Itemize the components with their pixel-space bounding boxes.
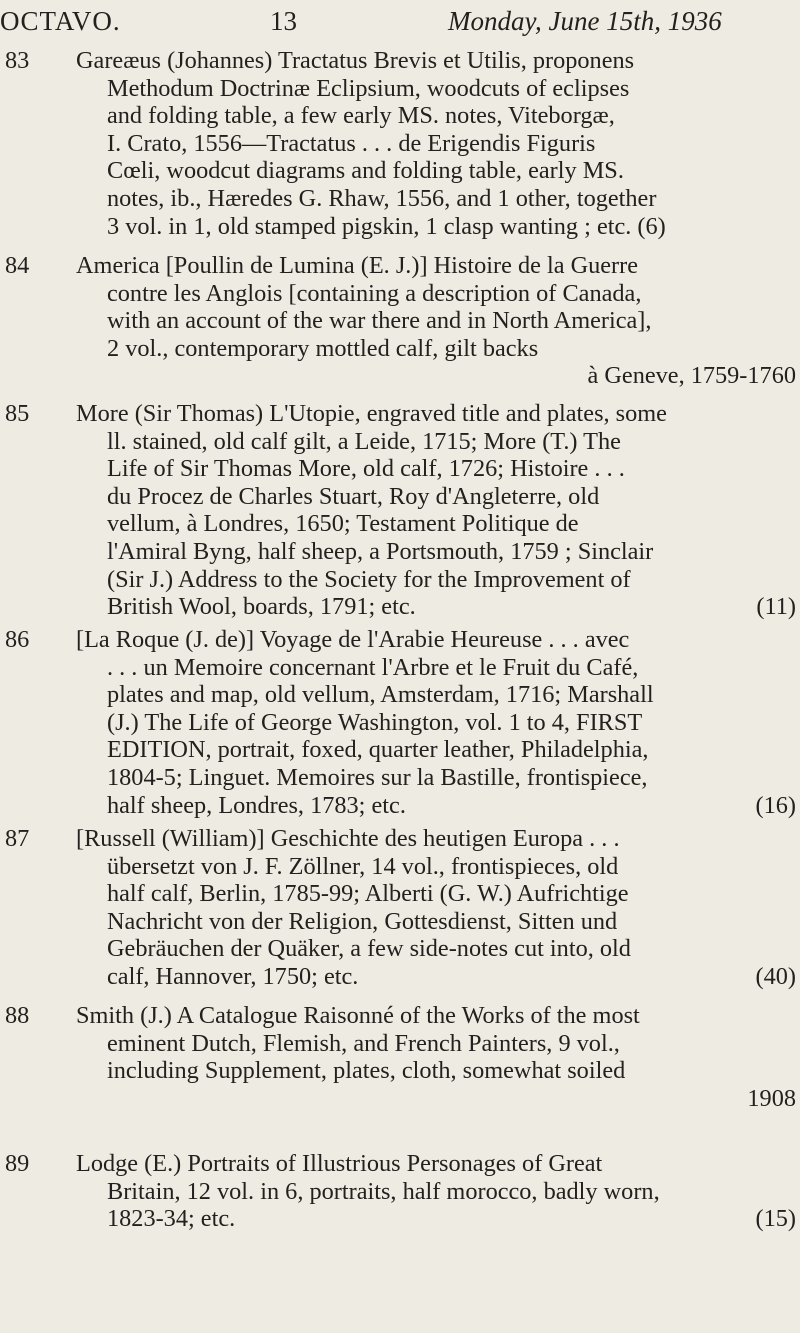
- lot-line: (J.) The Life of George Washington, vol. 1 to 4, FIRST: [107, 708, 643, 736]
- lot-line: [La Roque (J. de)] Voyage de l'Arabie Heureuse . . . avec: [76, 626, 630, 653]
- lot-line: Methodum Doctrinæ Eclipsium, woodcuts of eclipses: [107, 74, 630, 102]
- lot-line: Nachricht von der Religion, Gottesdienst, Sitten und: [107, 907, 618, 935]
- lot-number: 85: [5, 400, 30, 427]
- lot-line: EDITION, portrait, foxed, quarter leather, Philadelphia,: [107, 736, 649, 764]
- lot-line: übersetzt von J. F. Zöllner, 14 vol., frontispieces, old: [107, 852, 619, 880]
- lot-line: [Russell (William)] Geschichte des heutigen Europa . . .: [76, 825, 620, 852]
- lot-line: l'Amiral Byng, half sheep, a Portsmouth, 1759 ; Sinclair: [107, 537, 654, 565]
- lot-line: half calf, Berlin, 1785-99; Alberti (G. W.) Aufrichtige: [107, 880, 629, 908]
- lot-line: and folding table, a few early MS. notes, Viteborgæ,: [107, 102, 615, 130]
- lot-line-text: half sheep, Londres, 1783; etc.: [107, 791, 406, 819]
- lot-line: Smith (J.) A Catalogue Raisonné of the Works of the most: [76, 1002, 640, 1029]
- lot-number: 89: [5, 1150, 30, 1177]
- lot-description: [76, 47, 796, 240]
- lot-line: Gareæus (Johannes) Tractatus Brevis et Utilis, proponens: [76, 47, 635, 74]
- lot-line: (Sir J.) Address to the Society for the Improvement of: [107, 565, 631, 593]
- lot-description: [76, 626, 796, 819]
- lot-number: 86: [5, 626, 30, 653]
- lot-line: [107, 792, 796, 820]
- lot-line: ll. stained, old calf gilt, a Leide, 1715; More (T.) The: [107, 427, 621, 455]
- lot-description: [76, 825, 796, 991]
- lot-description: [76, 1150, 796, 1233]
- lot-line: 1804-5; Linguet. Memoires sur la Bastille, frontispiece,: [107, 763, 648, 791]
- lot-line: 2 vol., contemporary mottled calf, gilt backs: [107, 334, 539, 362]
- lot-line: contre les Anglois [containing a description of Canada,: [107, 279, 642, 307]
- lot-line: [107, 1205, 796, 1233]
- lot-line: America [Poullin de Lumina (E. J.)] Histoire de la Guerre: [76, 252, 639, 279]
- lot-description: [76, 1002, 796, 1112]
- lot-line: More (Sir Thomas) L'Utopie, engraved title and plates, some: [76, 400, 667, 427]
- sale-date: Monday, June 15th, 1936: [448, 6, 722, 36]
- lot-line: plates and map, old vellum, Amsterdam, 1716; Marshall: [107, 681, 654, 709]
- lot-number: 87: [5, 825, 30, 852]
- lot-line: . . . un Memoire concernant l'Arbre et le Fruit du Café,: [107, 653, 639, 681]
- lot-line: 3 vol. in 1, old stamped pigskin, 1 clasp wanting ; etc. (6): [107, 212, 666, 240]
- lot-line: Gebräuchen der Quäker, a few side-notes cut into, old: [107, 935, 631, 963]
- page-header: [0, 6, 800, 46]
- lot-line: including Supplement, plates, cloth, somewhat soiled: [107, 1057, 626, 1085]
- lot-number: 83: [5, 47, 30, 74]
- lot-line: I. Crato, 1556—Tractatus . . . de Erigendis Figuris: [107, 129, 596, 157]
- lot-line: Cœli, woodcut diagrams and folding table, early MS.: [107, 157, 624, 185]
- lot-count: (15): [755, 1205, 796, 1233]
- lot-description: [76, 252, 796, 390]
- lot-number: 84: [5, 252, 30, 279]
- lot-line: with an account of the war there and in North America],: [107, 307, 652, 335]
- lot-count: (40): [755, 962, 796, 990]
- lot-line: eminent Dutch, Flemish, and French Painters, 9 vol.,: [107, 1029, 620, 1057]
- lot-line: à Geneve, 1759-1760: [587, 362, 796, 390]
- lot-description: [76, 400, 796, 621]
- header-section-label: OCTAVO.: [0, 6, 121, 36]
- lot-line: 1908: [747, 1084, 796, 1112]
- lot-line-text: calf, Hannover, 1750; etc.: [107, 962, 359, 990]
- lot-count: (16): [755, 791, 796, 819]
- lot-line: [107, 963, 796, 991]
- lot-line: notes, ib., Hæredes G. Rhaw, 1556, and 1 other, together: [107, 184, 657, 212]
- lot-line: du Procez de Charles Stuart, Roy d'Angleterre, old: [107, 482, 600, 510]
- lot-number: 88: [5, 1002, 30, 1029]
- lot-line: Life of Sir Thomas More, old calf, 1726; Histoire . . .: [107, 455, 625, 483]
- lot-count: (11): [756, 593, 796, 621]
- lot-line-text: 1823-34; etc.: [107, 1205, 236, 1233]
- lot-line: Lodge (E.) Portraits of Illustrious Personages of Great: [76, 1150, 603, 1177]
- page-number: 13: [270, 6, 297, 36]
- lot-line-text: British Wool, boards, 1791; etc.: [107, 593, 416, 621]
- lot-line: Britain, 12 vol. in 6, portraits, half morocco, badly worn,: [107, 1177, 660, 1205]
- lot-line: [107, 593, 796, 621]
- lot-line: vellum, à Londres, 1650; Testament Politique de: [107, 510, 579, 538]
